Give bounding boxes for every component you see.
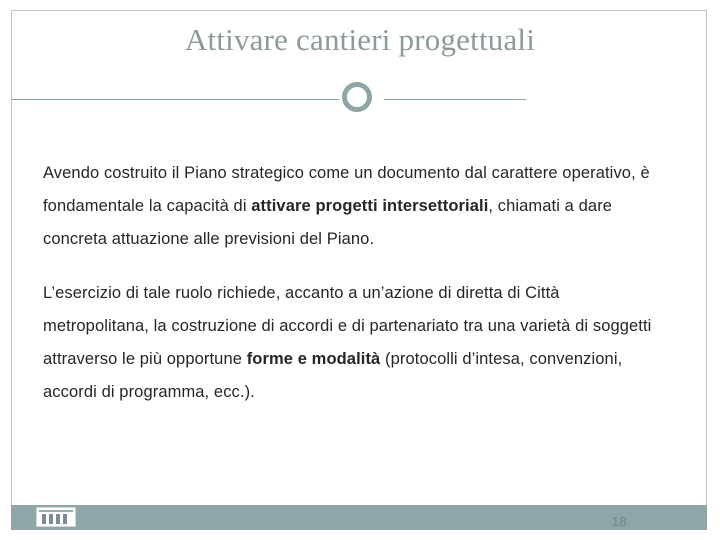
title-divider-right — [384, 99, 526, 100]
paragraph-2 — [43, 277, 663, 409]
paragraph-2-text-before: L’esercizio di tale ruolo richiede, accanto a un’azione di diretta di Città metropolitana, la costruzione di accordi e di partenariato tra una varietà di soggetti attraverso le più opportune — [43, 284, 652, 368]
paragraph-2-text-after: (protocolli d’intesa, convenzioni, accordi di programma, ecc.). — [43, 350, 623, 401]
slide-title: Attivare cantieri progettuali — [184, 22, 536, 57]
title-divider-left — [11, 99, 339, 100]
logo-icon — [36, 507, 76, 527]
paragraph-1 — [43, 157, 663, 256]
circle-ornament-icon — [342, 82, 372, 112]
paragraph-2-emphasis: forme e modalità — [246, 350, 381, 368]
paragraph-1-emphasis: attivare progetti intersettoriali — [251, 197, 489, 215]
page-number: 18 — [612, 514, 627, 529]
paragraph-1-text-after: , chiamati a dare concreta attuazione alle previsioni del Piano. — [43, 197, 613, 248]
paragraph-1-text-before: Avendo costruito il Piano strategico come un documento dal carattere operativo, è fondamentale la capacità di — [43, 164, 650, 215]
footer-bar — [11, 505, 707, 530]
slide-body — [43, 157, 663, 430]
